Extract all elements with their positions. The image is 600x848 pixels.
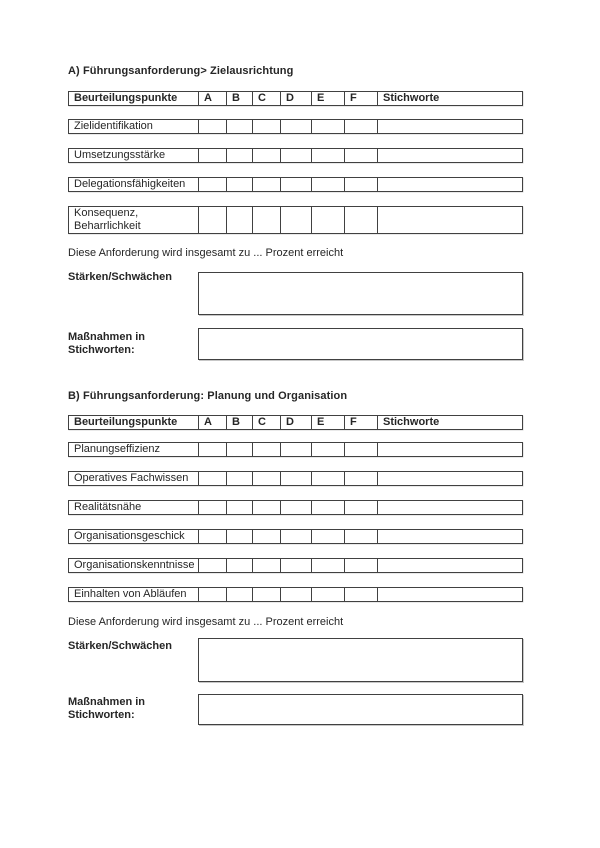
rating-cell-e[interactable] <box>312 472 345 485</box>
section-a-rows <box>68 119 523 248</box>
row-label: Umsetzungsstärke <box>69 149 199 162</box>
rating-cell-a[interactable] <box>199 559 227 572</box>
header-col-d: D <box>281 416 312 429</box>
assessment-row <box>68 442 523 457</box>
header-col-c: C <box>253 416 281 429</box>
rating-cell-e[interactable] <box>312 207 345 233</box>
header-col-e: E <box>312 92 345 105</box>
measures-label: Maßnahmen in Stichworten: <box>68 331 146 356</box>
header-col-beurteilungspunkte: Beurteilungspunkte <box>69 92 199 105</box>
header-col-stichworte: Stichworte <box>383 92 440 104</box>
rating-cell-c[interactable] <box>253 207 281 233</box>
rating-cell-a[interactable] <box>199 588 227 601</box>
assessment-row <box>68 558 523 573</box>
rating-cell-b[interactable] <box>227 178 253 191</box>
rating-cell-c[interactable] <box>253 178 281 191</box>
assessment-row <box>68 177 523 192</box>
rating-cell-d[interactable] <box>281 530 312 543</box>
keywords-cell[interactable] <box>378 559 522 572</box>
assessment-row <box>68 529 523 544</box>
rating-cell-e[interactable] <box>312 120 345 133</box>
assessment-row <box>68 119 523 134</box>
row-label: Planungseffizienz <box>69 443 199 456</box>
header-col-stichworte: Stichworte <box>383 416 440 428</box>
rating-cell-c[interactable] <box>253 530 281 543</box>
assessment-row <box>68 587 523 602</box>
measures-textbox[interactable] <box>198 694 523 725</box>
rating-cell-a[interactable] <box>199 501 227 514</box>
rating-cell-c[interactable] <box>253 472 281 485</box>
header-col-b: B <box>227 416 253 429</box>
rating-cell-d[interactable] <box>281 501 312 514</box>
row-label: Delegationsfähigkeiten <box>69 178 199 191</box>
rating-cell-f[interactable] <box>345 178 378 191</box>
summary-line: Diese Anforderung wird insgesamt zu ... Prozent erreicht <box>68 616 344 628</box>
assessment-row <box>68 471 523 486</box>
header-col-a: A <box>199 416 227 429</box>
rating-cell-d[interactable] <box>281 443 312 456</box>
rating-cell-f[interactable] <box>345 530 378 543</box>
rating-cell-c[interactable] <box>253 501 281 514</box>
rating-cell-c[interactable] <box>253 120 281 133</box>
rating-cell-e[interactable] <box>312 149 345 162</box>
rating-cell-c[interactable] <box>253 559 281 572</box>
section-a-title: A) Führungsanforderung> Zielausrichtung <box>68 65 294 77</box>
strengths-textbox[interactable] <box>198 638 523 682</box>
rating-cell-b[interactable] <box>227 588 253 601</box>
rating-cell-f[interactable] <box>345 120 378 133</box>
keywords-cell[interactable] <box>378 120 522 133</box>
assessment-row <box>68 148 523 163</box>
rating-cell-b[interactable] <box>227 501 253 514</box>
rating-cell-b[interactable] <box>227 530 253 543</box>
measures-textbox[interactable] <box>198 328 523 360</box>
rating-cell-d[interactable] <box>281 588 312 601</box>
header-col-c: C <box>253 92 281 105</box>
section-b-title: B) Führungsanforderung: Planung und Organisation <box>68 390 348 402</box>
row-label: Zielidentifikation <box>69 120 199 133</box>
assessment-row <box>68 500 523 515</box>
summary-line: Diese Anforderung wird insgesamt zu ... Prozent erreicht <box>68 247 344 259</box>
rating-cell-e[interactable] <box>312 501 345 514</box>
header-col-d: D <box>281 92 312 105</box>
keywords-cell[interactable] <box>378 178 522 191</box>
section-a-table-header <box>68 91 523 106</box>
strengths-label: Stärken/Schwächen <box>68 271 172 283</box>
rating-cell-a[interactable] <box>199 149 227 162</box>
keywords-cell[interactable] <box>378 588 522 601</box>
section-b-rows <box>68 442 523 616</box>
rating-cell-b[interactable] <box>227 149 253 162</box>
rating-cell-d[interactable] <box>281 559 312 572</box>
rating-cell-f[interactable] <box>345 443 378 456</box>
rating-cell-d[interactable] <box>281 207 312 233</box>
header-col-beurteilungspunkte: Beurteilungspunkte <box>69 416 199 429</box>
rating-cell-c[interactable] <box>253 149 281 162</box>
assessment-row <box>68 206 523 234</box>
row-label: Realitätsnähe <box>69 501 199 514</box>
header-col-f: F <box>345 416 378 429</box>
header-col-b: B <box>227 92 253 105</box>
rating-cell-e[interactable] <box>312 178 345 191</box>
rating-cell-f[interactable] <box>345 207 378 233</box>
rating-cell-d[interactable] <box>281 149 312 162</box>
keywords-cell[interactable] <box>378 207 522 233</box>
row-label: Operatives Fachwissen <box>69 472 199 485</box>
rating-cell-b[interactable] <box>227 120 253 133</box>
header-col-a: A <box>199 92 227 105</box>
rating-cell-a[interactable] <box>199 530 227 543</box>
rating-cell-d[interactable] <box>281 472 312 485</box>
row-label: Konsequenz, Beharrlichkeit <box>69 207 199 233</box>
rating-cell-b[interactable] <box>227 443 253 456</box>
rating-cell-f[interactable] <box>345 559 378 572</box>
rating-cell-e[interactable] <box>312 588 345 601</box>
header-col-f: F <box>345 92 378 105</box>
rating-cell-f[interactable] <box>345 149 378 162</box>
section-b-table-header <box>68 415 523 430</box>
rating-cell-e[interactable] <box>312 530 345 543</box>
rating-cell-d[interactable] <box>281 178 312 191</box>
header-col-e: E <box>312 416 345 429</box>
rating-cell-a[interactable] <box>199 207 227 233</box>
row-label: Organisationsgeschick <box>69 530 199 543</box>
rating-cell-d[interactable] <box>281 120 312 133</box>
rating-cell-b[interactable] <box>227 472 253 485</box>
keywords-cell[interactable] <box>378 530 522 543</box>
keywords-cell[interactable] <box>378 501 522 514</box>
strengths-textbox[interactable] <box>198 272 523 315</box>
keywords-cell[interactable] <box>378 472 522 485</box>
strengths-label: Stärken/Schwächen <box>68 640 172 652</box>
rating-cell-f[interactable] <box>345 501 378 514</box>
keywords-cell[interactable] <box>378 149 522 162</box>
rating-cell-b[interactable] <box>227 207 253 233</box>
measures-label: Maßnahmen in Stichworten: <box>68 696 146 721</box>
row-label: Einhalten von Abläufen <box>69 588 199 601</box>
rating-cell-f[interactable] <box>345 472 378 485</box>
rating-cell-e[interactable] <box>312 559 345 572</box>
rating-cell-c[interactable] <box>253 588 281 601</box>
row-label: Organisationskenntnisse <box>69 559 199 572</box>
rating-cell-b[interactable] <box>227 559 253 572</box>
rating-cell-e[interactable] <box>312 443 345 456</box>
rating-cell-a[interactable] <box>199 472 227 485</box>
keywords-cell[interactable] <box>378 443 522 456</box>
rating-cell-c[interactable] <box>253 443 281 456</box>
rating-cell-a[interactable] <box>199 443 227 456</box>
rating-cell-f[interactable] <box>345 588 378 601</box>
rating-cell-a[interactable] <box>199 120 227 133</box>
rating-cell-a[interactable] <box>199 178 227 191</box>
